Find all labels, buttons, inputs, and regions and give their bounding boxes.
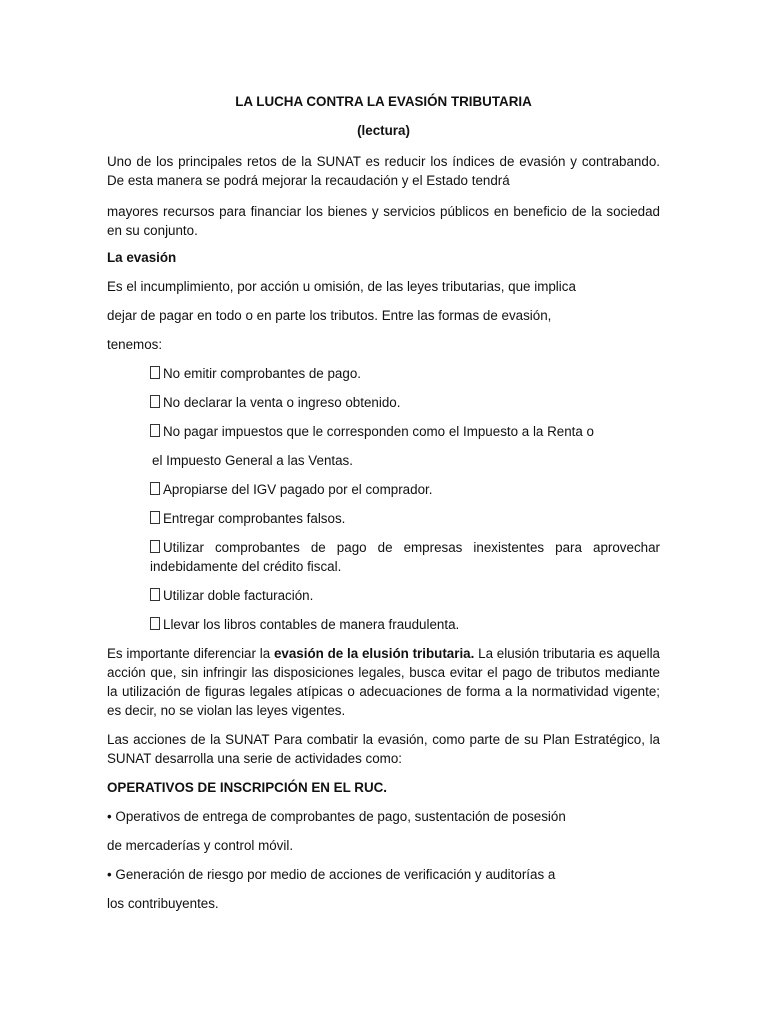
missing-glyph-icon	[150, 511, 160, 524]
document-subtitle: (lectura)	[357, 123, 410, 138]
evasion-line-2: dejar de pagar en todo o en parte los tributos. Entre las formas de evasión,	[107, 308, 552, 323]
elusion-emphasis: evasión de la elusión tributaria.	[273, 646, 475, 661]
list-item: No emitir comprobantes de pago.	[150, 364, 660, 383]
heading-evasion: La evasión	[107, 250, 177, 265]
evasion-line-1: Es el incumplimiento, por acción u omisión, de las leyes tributarias, que implica	[107, 279, 576, 294]
operativos-line-4: los contribuyentes.	[107, 896, 219, 911]
intro-paragraph-2: mayores recursos para financiar los bienes y servicios públicos en beneficio de la sociedad en su conjunto.	[107, 204, 660, 238]
list-item: Entregar comprobantes falsos.	[150, 509, 660, 528]
document-body	[107, 92, 660, 923]
heading-operativos: OPERATIVOS DE INSCRIPCIÓN EN EL RUC.	[107, 780, 387, 795]
missing-glyph-icon	[150, 424, 160, 437]
missing-glyph-icon	[150, 395, 160, 408]
list-item: No pagar impuestos que le corresponden como el Impuesto a la Renta o	[150, 422, 660, 441]
missing-glyph-icon	[150, 540, 160, 553]
list-item-continuation: el Impuesto General a las Ventas.	[152, 453, 353, 468]
operativos-line-3: • Generación de riesgo por medio de acciones de verificación y auditorías a	[107, 867, 556, 882]
missing-glyph-icon	[150, 588, 160, 601]
list-item: Utilizar comprobantes de pago de empresas inexistentes para aprovechar indebidamente del crédito fiscal.	[150, 540, 660, 574]
list-item: Apropiarse del IGV pagado por el comprador.	[150, 480, 660, 499]
list-item: Utilizar doble facturación.	[150, 586, 660, 605]
missing-glyph-icon	[150, 617, 160, 630]
document-title: LA LUCHA CONTRA LA EVASIÓN TRIBUTARIA	[235, 94, 532, 109]
list-item: Llevar los libros contables de manera fraudulenta.	[150, 615, 660, 634]
evasion-line-3: tenemos:	[107, 337, 163, 352]
intro-paragraph-1: Uno de los principales retos de la SUNAT es reducir los índices de evasión y contrabando. De esta manera se podrá mejorar la recaudación y el Estado tendrá	[107, 154, 660, 188]
elusion-paragraph: Es importante diferenciar la evasión de la elusión tributaria. La elusión tributaria es aquella acción que, sin infringir las disposiciones legales, busca evitar el pago de tributos mediante la utilización de figuras legales atípicas o adecuaciones de forma a la normatividad vigente; es decir, no se violan las leyes vigentes.	[107, 646, 660, 718]
missing-glyph-icon	[150, 366, 160, 379]
missing-glyph-icon	[150, 482, 160, 495]
actions-paragraph: Las acciones de la SUNAT Para combatir la evasión, como parte de su Plan Estratégico, la SUNAT desarrolla una serie de actividades como:	[107, 732, 660, 766]
operativos-line-1: • Operativos de entrega de comprobantes de pago, sustentación de posesión	[107, 809, 566, 824]
operativos-line-2: de mercaderías y control móvil.	[107, 838, 294, 853]
list-item: No declarar la venta o ingreso obtenido.	[150, 393, 660, 412]
